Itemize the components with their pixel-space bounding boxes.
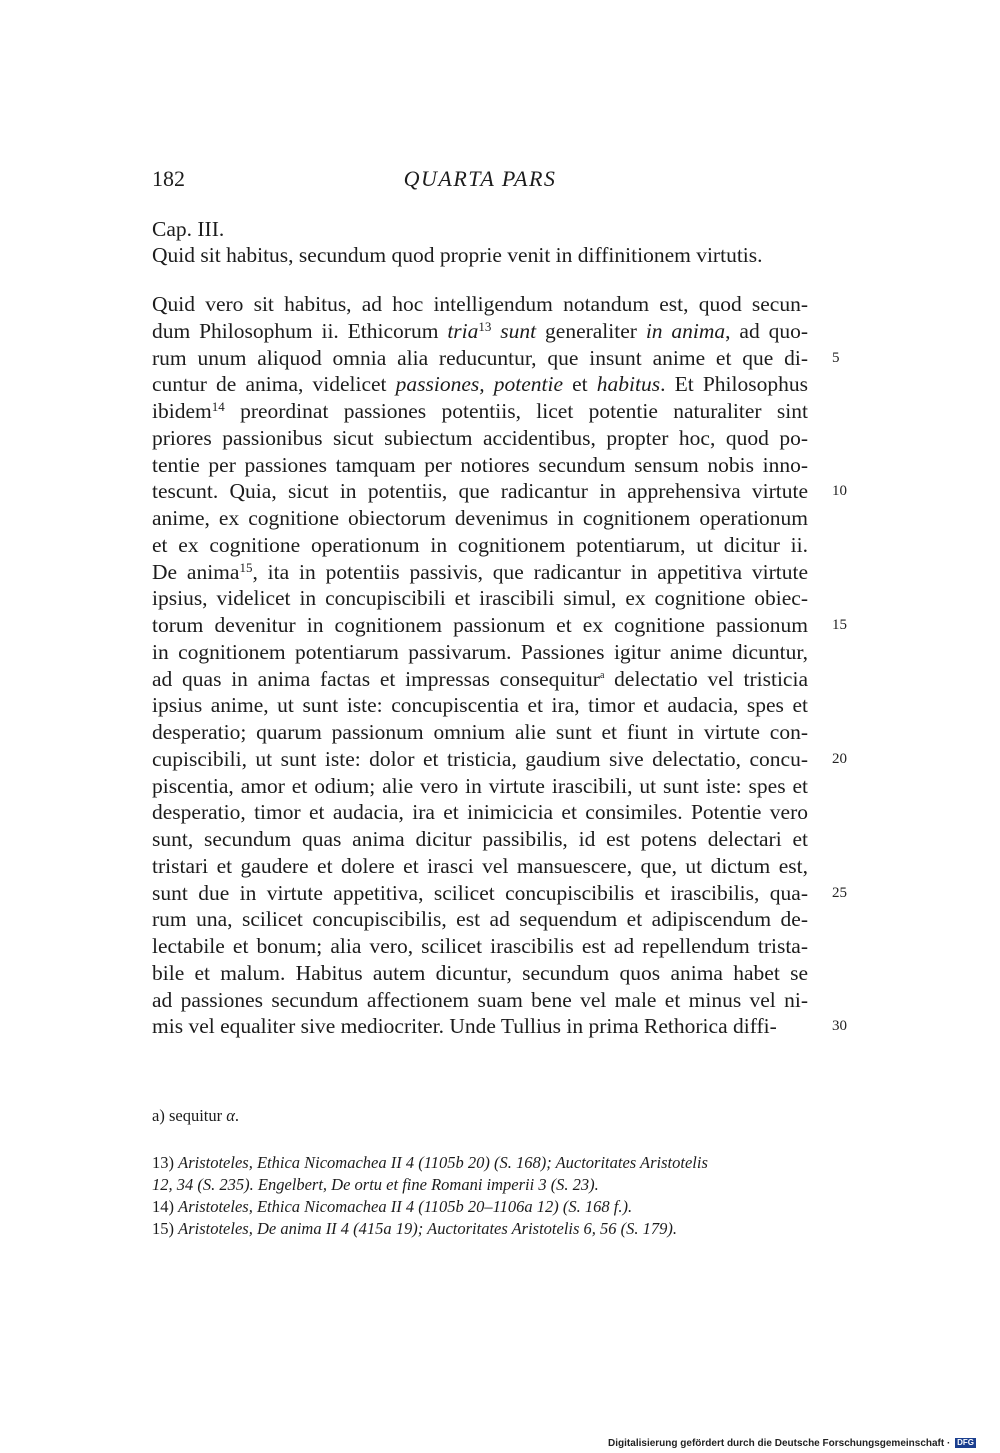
body-line: [152, 906, 808, 933]
text-segment: in cognitionem potentiarum passivarum. Passiones igitur anime dicuntur,: [152, 639, 808, 664]
italic-text: sunt: [500, 318, 537, 343]
footnote-ref: 15: [239, 559, 253, 575]
line-number: 20: [832, 750, 847, 767]
body-line: [152, 639, 808, 666]
chapter-title: Quid sit habitus, secundum quod proprie venit in diffinitionem virtutis.: [152, 243, 763, 267]
italic-text: α: [226, 1106, 235, 1125]
text-segment: piscentia, amor et odium; alie vero in virtute irascibili, ut sunt iste: spes et: [152, 773, 808, 798]
text-segment: , ita in potentiis passivis, que radicantur in appetitiva virtute: [252, 559, 808, 584]
body-line: [152, 505, 808, 532]
text-segment: ipsius, videlicet in concupiscibili et irascibili simul, ex cognitione obiec-: [152, 586, 808, 611]
text-segment: Quid vero sit habitus, ad hoc intelligendum notandum est, quod secun-: [152, 292, 808, 316]
text-segment: mis vel equaliter sive mediocriter. Unde Tullius in prima Rethorica diffi-: [152, 1014, 777, 1039]
text-segment: ibidem: [152, 399, 212, 423]
text-segment: bile et malum. Habitus autem dicuntur, secundum quos anima habet se: [152, 960, 808, 985]
body-line: [152, 853, 808, 880]
body-line: [152, 987, 808, 1014]
line-number: 10: [832, 483, 847, 500]
body-line: [152, 371, 808, 398]
italic-text: Aristoteles, Ethica Nicomachea II 4 (1105b 20–1106a 12) (S. 168 f.).: [178, 1197, 633, 1216]
text-segment: De anima: [152, 559, 240, 584]
body-line: [152, 666, 808, 693]
italic-text: passiones, potentie: [395, 372, 564, 397]
italic-text: Aristoteles, De anima II 4 (415a 19); Auctoritates Aristotelis 6, 56 (S. 179).: [178, 1219, 678, 1238]
italic-text: Aristoteles, Ethica Nicomachea II 4 (1105b 20) (S. 168); Auctoritates Aristotelis: [178, 1153, 708, 1172]
text-segment: generaliter: [536, 318, 646, 343]
footnote-line: [152, 1196, 852, 1218]
text-segment: lectabile et bonum; alia vero, scilicet irascibilis est ad repellendum trista-: [152, 934, 808, 958]
text-segment: et ex cognitione operationum in cognitionem potentiarum, ut dicitur ii.: [152, 532, 808, 557]
dfg-logo: DFG: [957, 1438, 974, 1448]
body-line: [152, 880, 847, 907]
chapter-heading: [152, 216, 852, 268]
italic-text: habitus: [596, 372, 661, 397]
running-title: QUARTA PARS: [403, 166, 557, 191]
text-segment: . Et Philosophus: [660, 372, 808, 397]
text-segment: ad quas in anima factas et impressas consequitur: [152, 666, 600, 691]
italic-text: 12, 34 (S. 235). Engelbert, De ortu et fine Romani imperii 3 (S. 23).: [152, 1175, 599, 1194]
footnote-ref: 13: [478, 318, 492, 334]
body-line: [152, 773, 808, 800]
body-line: [152, 532, 808, 559]
text-segment: , ad quo-: [725, 318, 809, 343]
footnote-ref: 14: [211, 399, 225, 414]
body-line: [152, 452, 808, 479]
italic-text: tria: [447, 318, 479, 343]
body-line: [152, 826, 808, 853]
body-line: [152, 933, 808, 960]
footnote-ref: a: [599, 669, 605, 681]
text-segment: rum una, scilicet concupiscibilis, est ad sequendum et adipiscendum de-: [152, 907, 808, 932]
text-segment: delectatio vel tristicia: [604, 666, 808, 691]
text-segment: 13): [152, 1153, 179, 1172]
text-segment: desperatio; quarum passionum omnium alie sunt et fiunt in virtute con-: [152, 720, 808, 744]
line-number: 5: [832, 349, 840, 366]
body-line: [152, 799, 808, 826]
credit-text: Digitalisierung gefördert durch die Deutsche Forschungsgemeinschaft ·: [608, 1438, 951, 1449]
digitization-credit: [608, 1438, 976, 1449]
line-number: 25: [832, 884, 847, 901]
text-segment: anime, ex cognitione obiectorum devenimus in cognitionem operationum: [152, 506, 808, 530]
text-segment: cuntur de anima, videlicet: [152, 372, 396, 397]
text-segment: dum Philosophum ii. Ethicorum: [152, 318, 448, 343]
text-segment: torum devenitur in cognitionem passionum et ex cognitione passionum: [152, 613, 808, 637]
line-number: 30: [832, 1018, 847, 1035]
text-segment: desperatio, timor et audacia, ira et inimicicia et consimiles. Potentie vero: [152, 800, 808, 825]
body-text: [152, 291, 847, 1040]
body-line: [152, 746, 847, 773]
text-segment: [491, 319, 500, 343]
body-line: [152, 719, 808, 746]
footnotes: [152, 1152, 852, 1240]
body-line: [152, 398, 808, 425]
line-number: 15: [832, 617, 847, 633]
text-segment: et: [563, 372, 597, 397]
text-segment: tentie per passiones tamquam per notiores secundum sensum nobis inno-: [152, 452, 808, 477]
body-line: [152, 345, 840, 372]
text-segment: cupiscibili, ut sunt iste: dolor et tristicia, gaudium sive delectatio, concu-: [152, 746, 808, 771]
body-line: [152, 478, 847, 505]
text-segment: 14): [152, 1197, 179, 1216]
running-head: [152, 160, 808, 196]
text-segment: 15): [152, 1219, 179, 1238]
chapter-number: Cap. III.: [152, 217, 225, 241]
footnote-line: [152, 1218, 852, 1240]
body-line: [152, 1013, 847, 1040]
critical-apparatus: [152, 1105, 852, 1127]
text-segment: tescunt. Quia, sicut in potentiis, que radicantur in apprehensiva virtute: [152, 479, 808, 504]
footnote-line: [152, 1152, 852, 1174]
text-segment: .: [234, 1106, 240, 1125]
body-line: [152, 960, 808, 987]
body-line: [152, 692, 808, 719]
footnote-line: [152, 1174, 852, 1196]
text-segment: rum unum aliquod omnia alia reducuntur, que insunt anime et que di-: [152, 345, 808, 370]
text-segment: sunt due in virtute appetitiva, scilicet concupiscibilis et irascibilis, qua-: [152, 880, 808, 905]
body-line: [152, 559, 808, 586]
body-line: [152, 612, 847, 639]
body-line: [152, 291, 808, 318]
text-segment: tristari et gaudere et dolere et irasci vel mansuescere, que, ut dictum est,: [152, 853, 808, 878]
body-line: [152, 318, 808, 345]
text-segment: ad passiones secundum affectionem suam bene vel male et minus vel ni-: [152, 987, 808, 1012]
text-segment: a) sequitur: [152, 1106, 227, 1125]
apparatus-note: [152, 1105, 852, 1127]
text-segment: ipsius anime, ut sunt iste: concupiscentia et ira, timor et audacia, spes et: [152, 693, 808, 718]
text-segment: priores passionibus sicut subiectum accidentibus, propter hoc, quod po-: [152, 425, 808, 450]
page-number: 182: [152, 166, 185, 191]
body-line: [152, 585, 808, 612]
text-segment: sunt, secundum quas anima dicitur passibilis, id est potens delectari et: [152, 827, 808, 851]
body-line: [152, 425, 808, 452]
italic-text: in anima: [645, 318, 726, 343]
text-segment: preordinat passiones potentiis, licet potentie naturaliter sint: [224, 399, 808, 423]
